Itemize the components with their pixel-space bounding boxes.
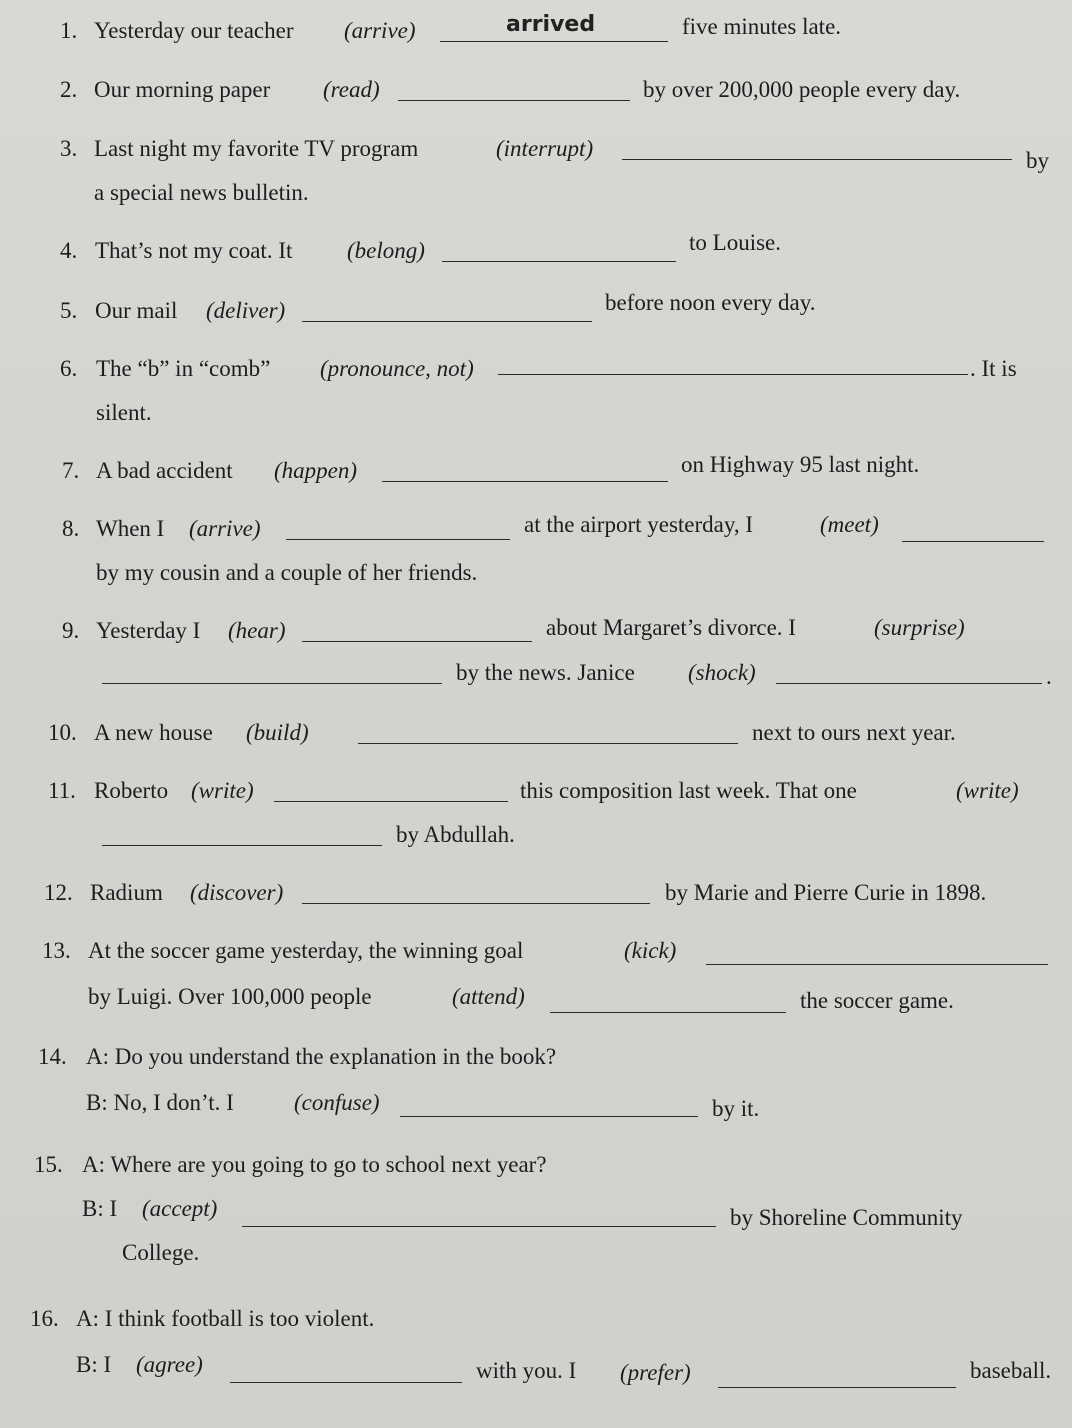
sentence-text: the soccer game. — [800, 988, 954, 1013]
answer-blank[interactable] — [550, 1012, 786, 1013]
answer-blank[interactable] — [776, 683, 1042, 684]
item-number: 2. — [60, 77, 78, 102]
sentence-text: by Luigi. Over 100,000 people — [88, 984, 372, 1009]
sentence-text: five minutes late. — [682, 14, 842, 39]
sentence-text: this composition last week. That one — [520, 778, 857, 803]
sentence-text: A bad accident — [96, 458, 233, 483]
verb-hint: (attend) — [452, 984, 525, 1009]
sentence-text: At the soccer game yesterday, the winning goal — [88, 938, 524, 963]
verb-hint: (agree) — [136, 1352, 203, 1377]
answer-blank[interactable] — [230, 1382, 462, 1383]
sentence-text: B: I — [76, 1352, 112, 1377]
verb-hint: (happen) — [274, 458, 358, 483]
handwritten-answer: arrived — [506, 12, 596, 37]
verb-hint: (read) — [323, 77, 380, 102]
sentence-text: at the airport yesterday, I — [524, 512, 754, 537]
answer-blank[interactable] — [398, 100, 630, 101]
verb-hint: (arrive) — [189, 516, 261, 541]
sentence-text: before noon every day. — [605, 290, 816, 315]
sentence-text: Roberto — [94, 778, 169, 803]
answer-blank[interactable] — [902, 541, 1044, 542]
verb-hint: (confuse) — [294, 1090, 380, 1115]
item-number: 5. — [60, 298, 78, 323]
sentence-text: The “b” in “comb” — [96, 356, 271, 381]
item-number: 10. — [48, 720, 77, 745]
sentence-text: by it. — [712, 1096, 760, 1121]
sentence-text: That’s not my coat. It — [95, 238, 293, 263]
answer-blank[interactable] — [274, 801, 508, 802]
answer-blank[interactable] — [242, 1226, 716, 1227]
verb-hint: (pronounce, not) — [320, 356, 474, 381]
answer-blank[interactable] — [440, 41, 668, 42]
verb-hint: (shock) — [688, 660, 756, 685]
item-number: 9. — [62, 618, 80, 643]
sentence-text: silent. — [96, 400, 152, 425]
sentence-text: on Highway 95 last night. — [681, 452, 920, 477]
verb-hint: (accept) — [142, 1196, 218, 1221]
verb-hint: (prefer) — [620, 1360, 691, 1385]
sentence-text: with you. I — [476, 1358, 577, 1383]
sentence-text: by Abdullah. — [396, 822, 515, 847]
answer-blank[interactable] — [358, 743, 738, 744]
sentence-text: baseball. — [970, 1358, 1052, 1383]
verb-hint: (write) — [191, 778, 254, 803]
answer-blank[interactable] — [302, 903, 650, 904]
answer-blank[interactable] — [302, 641, 532, 642]
answer-blank[interactable] — [706, 964, 1048, 965]
sentence-text: Our mail — [95, 298, 178, 323]
sentence-text: A: I think football is too violent. — [76, 1306, 375, 1331]
item-number: 7. — [62, 458, 80, 483]
item-number: 14. — [38, 1044, 67, 1069]
answer-blank[interactable] — [400, 1116, 698, 1117]
sentence-text: by — [1026, 148, 1049, 173]
sentence-text: by the news. Janice — [456, 660, 635, 685]
answer-blank[interactable] — [102, 845, 382, 846]
answer-blank[interactable] — [442, 261, 676, 262]
sentence-text: by Shoreline Community — [730, 1205, 963, 1230]
item-number: 15. — [34, 1152, 63, 1177]
item-number: 12. — [44, 880, 73, 905]
sentence-text: A new house — [94, 720, 213, 745]
item-number: 8. — [62, 516, 80, 541]
verb-hint: (discover) — [190, 880, 284, 905]
sentence-text: . — [1046, 664, 1052, 689]
answer-blank[interactable] — [286, 539, 510, 540]
sentence-text: next to ours next year. — [752, 720, 956, 745]
answer-blank[interactable] — [498, 374, 968, 375]
sentence-text: Yesterday our teacher — [94, 18, 294, 43]
item-number: 6. — [60, 356, 78, 381]
item-number: 1. — [60, 18, 78, 43]
sentence-text: B: No, I don’t. I — [86, 1090, 234, 1115]
answer-blank[interactable] — [382, 481, 668, 482]
verb-hint: (surprise) — [874, 615, 965, 640]
verb-hint: (write) — [956, 778, 1019, 803]
sentence-text: to Louise. — [689, 230, 781, 255]
item-number: 3. — [60, 136, 78, 161]
verb-hint: (interrupt) — [496, 136, 594, 161]
sentence-text: a special news bulletin. — [94, 180, 309, 205]
verb-hint: (deliver) — [206, 298, 286, 323]
item-number: 4. — [60, 238, 78, 263]
sentence-text: Last night my favorite TV program — [94, 136, 419, 161]
verb-hint: (hear) — [228, 618, 286, 643]
sentence-text: B: I — [82, 1196, 118, 1221]
verb-hint: (arrive) — [344, 18, 416, 43]
sentence-text: College. — [122, 1240, 200, 1265]
item-number: 11. — [48, 778, 76, 803]
sentence-text: by Marie and Pierre Curie in 1898. — [665, 880, 987, 905]
verb-hint: (meet) — [820, 512, 879, 537]
sentence-text: . It is — [970, 356, 1017, 381]
sentence-text: about Margaret’s divorce. I — [546, 615, 796, 640]
verb-hint: (belong) — [347, 238, 425, 263]
sentence-text: by over 200,000 people every day. — [643, 77, 961, 102]
sentence-text: Radium — [90, 880, 163, 905]
sentence-text: Yesterday I — [96, 618, 201, 643]
answer-blank[interactable] — [718, 1387, 956, 1388]
answer-blank[interactable] — [302, 321, 592, 322]
verb-hint: (build) — [246, 720, 309, 745]
answer-blank[interactable] — [622, 159, 1012, 160]
sentence-text: by my cousin and a couple of her friends. — [96, 560, 478, 585]
item-number: 13. — [42, 938, 71, 963]
sentence-text: A: Where are you going to go to school next year? — [82, 1152, 547, 1177]
answer-blank[interactable] — [102, 683, 442, 684]
sentence-text: When I — [96, 516, 165, 541]
verb-hint: (kick) — [624, 938, 677, 963]
sentence-text: Our morning paper — [94, 77, 271, 102]
sentence-text: A: Do you understand the explanation in the book? — [86, 1044, 557, 1069]
item-number: 16. — [30, 1306, 59, 1331]
